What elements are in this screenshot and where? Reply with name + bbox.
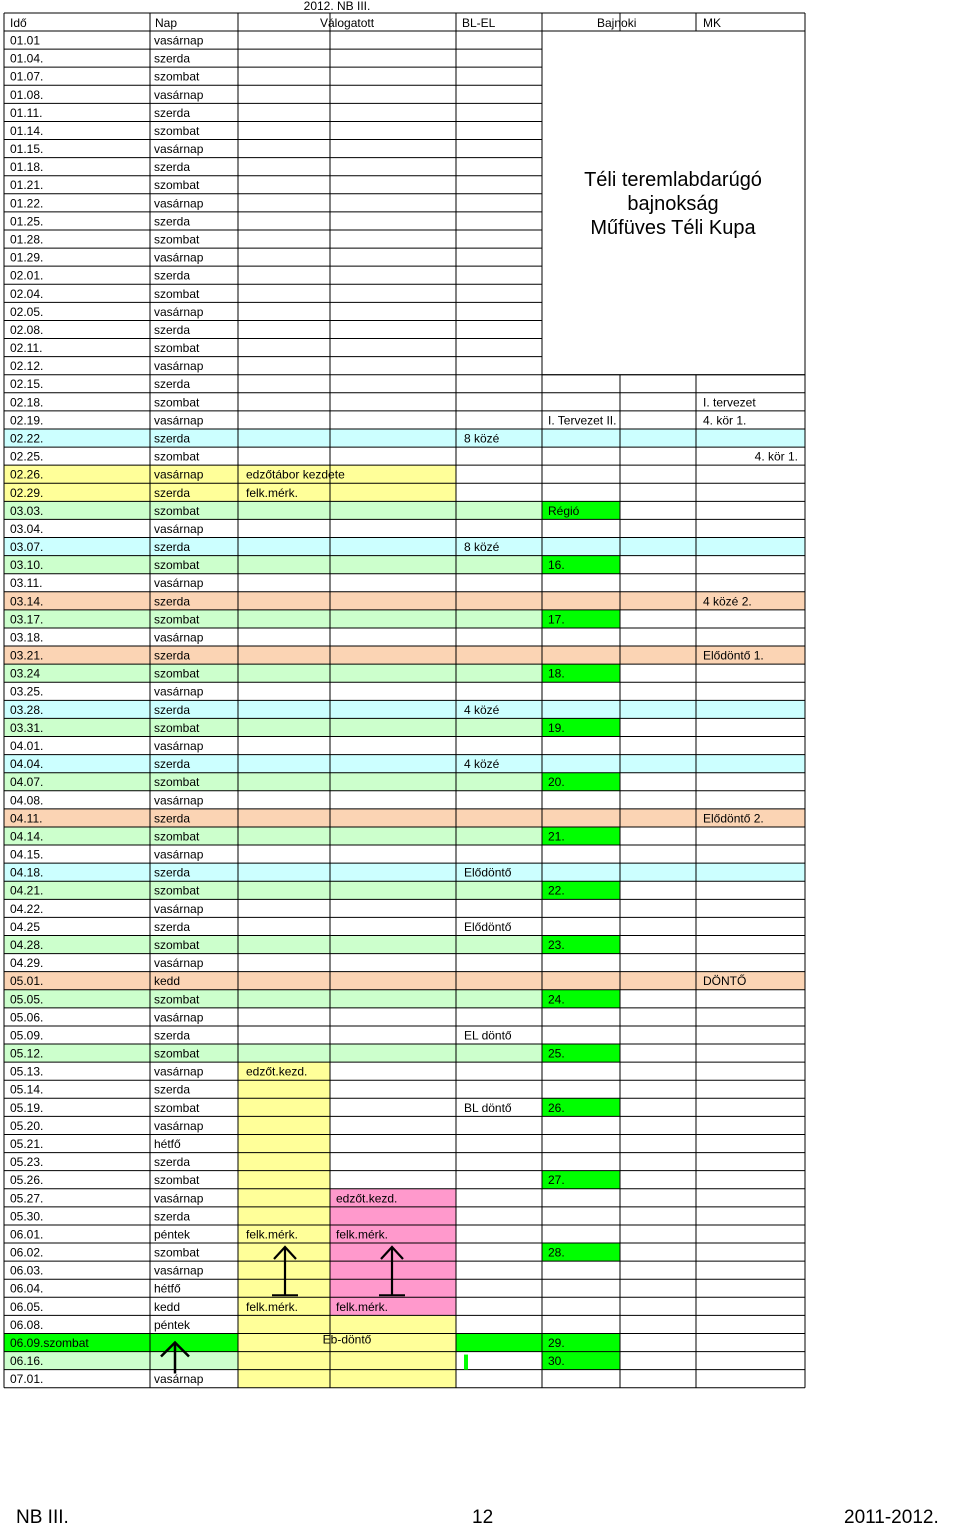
blel-cell: Elődöntő (464, 865, 512, 880)
day-cell: vasárnap (154, 1064, 204, 1079)
footer-season: 2011-2012. (844, 1507, 939, 1528)
day-cell: szombat (154, 1100, 200, 1115)
row-fill (4, 610, 542, 628)
blel-cell: EL döntő (464, 1028, 512, 1043)
date-cell: 03.11. (10, 576, 43, 591)
date-cell: 02.22. (10, 431, 44, 446)
mk-cell: 4. kör 1. (754, 449, 798, 464)
date-cell: 02.12. (10, 359, 44, 374)
date-cell: 05.05. (10, 992, 44, 1007)
date-cell: 05.27. (10, 1191, 44, 1206)
eb-final-label: Eb-döntő (322, 1332, 372, 1347)
date-cell: 06.09.szombat (10, 1335, 89, 1350)
row-fill (4, 1044, 542, 1062)
header-3: BL-EL (462, 16, 496, 30)
header-2: Válogatott (320, 16, 375, 30)
date-cell: 05.06. (10, 1010, 44, 1025)
bajnoki-cell: 22. (548, 883, 565, 898)
row-fill (4, 465, 456, 483)
bajnoki-cell: 27. (548, 1173, 565, 1188)
date-cell: 05.12. (10, 1046, 44, 1061)
day-cell: vasárnap (154, 739, 204, 754)
row-fill (4, 936, 542, 954)
date-cell: 02.01. (10, 268, 44, 283)
date-cell: 05.21. (10, 1136, 44, 1151)
day-cell: szombat (154, 503, 200, 518)
day-cell: hétfő (154, 1281, 181, 1296)
day-cell: szombat (154, 829, 200, 844)
date-cell: 04.01. (10, 739, 44, 754)
day-cell: vasárnap (154, 956, 204, 971)
date-cell: 05.20. (10, 1118, 44, 1133)
date-cell: 02.04. (10, 286, 44, 301)
day-cell: szombat (154, 395, 200, 410)
day-cell: szombat (154, 666, 200, 681)
date-cell: 02.29. (10, 485, 44, 500)
date-cell: 03.31. (10, 720, 44, 735)
row-fill (4, 646, 805, 664)
header-4: Bajnoki (597, 16, 637, 30)
day-cell: vasárnap (154, 250, 204, 265)
bajnoki-cell: 16. (548, 558, 565, 573)
valogatott-cell: edzőtábor kezdete (246, 467, 345, 482)
day-cell: vasárnap (154, 467, 204, 482)
day-cell: szerda (154, 51, 191, 66)
day-cell: szerda (154, 431, 191, 446)
date-cell: 01.29. (10, 250, 44, 265)
row-fill (4, 700, 805, 718)
date-cell: 02.25. (10, 449, 44, 464)
date-cell: 03.24 (10, 666, 41, 681)
day-cell: vasárnap (154, 142, 204, 157)
date-cell: 04.21. (10, 883, 44, 898)
bajnoki-cell: Régió (548, 503, 580, 518)
bajnoki-cell: 17. (548, 612, 565, 627)
mk-cell: Elődöntő 2. (703, 811, 764, 826)
day-cell: szombat (154, 341, 200, 356)
date-cell: 05.13. (10, 1064, 44, 1079)
day-cell: szerda (154, 214, 191, 229)
date-cell: 01.14. (10, 123, 44, 138)
day-cell: vasárnap (154, 1263, 204, 1278)
date-cell: 06.03. (10, 1263, 44, 1278)
date-cell: 04.25 (10, 919, 41, 934)
valogatott2-cell: edzőt.kezd. (336, 1191, 398, 1206)
day-cell: vasárnap (154, 196, 204, 211)
bajnoki-cell: 30. (548, 1354, 565, 1369)
date-cell: 05.19. (10, 1100, 44, 1115)
bajnoki-cell: 25. (548, 1046, 565, 1061)
day-cell: vasárnap (154, 304, 204, 319)
row-fill (4, 755, 805, 773)
date-cell: 05.01. (10, 974, 44, 989)
day-cell: szerda (154, 1028, 191, 1043)
date-cell: 06.01. (10, 1227, 44, 1242)
row-fill (4, 538, 805, 556)
date-cell: 02.19. (10, 413, 44, 428)
date-cell: 04.18. (10, 865, 44, 880)
mk-cell: I. tervezet (703, 395, 756, 410)
date-cell: 02.18. (10, 395, 44, 410)
header-0: Idő (10, 16, 27, 30)
date-cell: 06.05. (10, 1299, 44, 1314)
date-cell: 01.25. (10, 214, 44, 229)
row-fill (4, 809, 805, 827)
date-cell: 03.03. (10, 503, 44, 518)
date-cell: 05.26. (10, 1173, 44, 1188)
day-cell: szerda (154, 1082, 191, 1097)
day-cell: vasárnap (154, 576, 204, 591)
day-cell: szerda (154, 377, 191, 392)
day-cell: szerda (154, 105, 191, 120)
day-cell: szerda (154, 1209, 191, 1224)
day-cell: szombat (154, 720, 200, 735)
valogatott-cell: felk.mérk. (246, 1227, 299, 1242)
day-cell: péntek (154, 1317, 191, 1332)
blel-cell: 8 közé (464, 540, 500, 555)
date-cell: 06.16. (10, 1354, 44, 1369)
date-cell: 04.11. (10, 811, 43, 826)
day-cell: vasárnap (154, 684, 204, 699)
date-cell: 01.18. (10, 160, 44, 175)
day-cell: szerda (154, 919, 191, 934)
day-cell: vasárnap (154, 413, 204, 428)
blel-cell: BL döntő (464, 1100, 512, 1115)
date-cell: 04.29. (10, 956, 44, 971)
date-cell: 03.07. (10, 540, 44, 555)
date-cell: 02.26. (10, 467, 44, 482)
day-cell: szombat (154, 775, 200, 790)
day-cell: szerda (154, 1155, 191, 1170)
row-fill (4, 972, 805, 990)
day-cell: vasárnap (154, 33, 204, 48)
date-cell: 02.05. (10, 304, 44, 319)
day-cell: vasárnap (154, 901, 204, 916)
date-cell: 06.02. (10, 1245, 44, 1260)
bajnoki-cell: 29. (548, 1335, 565, 1350)
date-cell: 03.21. (10, 648, 44, 663)
day-cell: vasárnap (154, 1010, 204, 1025)
day-cell: szerda (154, 702, 191, 717)
day-cell: szerda (154, 648, 191, 663)
row-fill (4, 881, 542, 899)
date-cell: 01.22. (10, 196, 44, 211)
header-5: MK (703, 16, 721, 30)
day-cell: szombat (154, 123, 200, 138)
valogatott-cell: edzőt.kezd. (246, 1064, 308, 1079)
date-cell: 06.08. (10, 1317, 44, 1332)
blel-cell: 4 közé (464, 702, 500, 717)
row-fill (4, 592, 805, 610)
day-cell: vasárnap (154, 630, 204, 645)
day-cell: szerda (154, 811, 191, 826)
date-cell: 03.14. (10, 594, 44, 609)
mk-cell: 4. kör 1. (703, 413, 747, 428)
date-cell: 03.18. (10, 630, 44, 645)
day-cell: szombat (154, 178, 200, 193)
bajnoki-cell: 21. (548, 829, 565, 844)
row-fill (4, 429, 805, 447)
date-cell: 03.28. (10, 702, 44, 717)
bajnoki-cell: 23. (548, 938, 565, 952)
mk-cell: 4 közé 2. (703, 594, 752, 609)
bajnoki-cell: 18. (548, 666, 565, 681)
bajnoki-cell: 28. (548, 1245, 565, 1260)
mk-cell: Elődöntő 1. (703, 648, 764, 663)
day-cell: vasárnap (154, 87, 204, 102)
blel-cell: 4 közé (464, 757, 500, 772)
row-fill (4, 483, 456, 501)
valogatott-cell: felk.mérk. (246, 485, 299, 500)
day-cell: szerda (154, 322, 191, 337)
valogatott-cell: felk.mérk. (246, 1299, 299, 1314)
row-fill (4, 664, 542, 682)
day-cell: szombat (154, 883, 200, 898)
date-cell: 01.15. (10, 142, 44, 157)
day-cell: szombat (154, 286, 200, 301)
row-fill (4, 556, 542, 574)
row-fill (4, 718, 542, 736)
day-cell: szerda (154, 485, 191, 500)
merged-note-line-0: Téli teremlabdarúgó (584, 169, 762, 191)
date-cell: 05.09. (10, 1028, 44, 1043)
date-cell: 03.04. (10, 521, 44, 536)
day-cell: szerda (154, 865, 191, 880)
date-cell: 02.11. (10, 341, 43, 356)
date-cell: 04.07. (10, 775, 44, 790)
date-cell: 06.04. (10, 1281, 44, 1296)
row-fill (4, 827, 542, 845)
valogatott2-cell: felk.mérk. (336, 1227, 389, 1242)
day-cell: szombat (154, 992, 200, 1007)
date-cell: 02.08. (10, 322, 44, 337)
day-cell: vasárnap (154, 1191, 204, 1206)
date-cell: 05.14. (10, 1082, 44, 1097)
day-cell: vasárnap (154, 521, 204, 536)
blel-cell: Elődöntő (464, 919, 512, 934)
date-cell: 04.15. (10, 847, 44, 862)
date-cell: 01.11. (10, 105, 43, 120)
day-cell: vasárnap (154, 359, 204, 374)
footer-page-number: 12 (472, 1507, 494, 1528)
sheet-title: 2012. NB III. (303, 0, 371, 13)
date-cell: 04.14. (10, 829, 44, 844)
header-1: Nap (155, 16, 178, 30)
merged-note-line-2: Műfüves Téli Kupa (590, 217, 756, 239)
bajnoki-cell: 26. (548, 1100, 565, 1115)
date-cell: 03.10. (10, 558, 44, 573)
date-cell: 01.04. (10, 51, 44, 66)
date-cell: 01.08. (10, 87, 44, 102)
date-cell: 01.28. (10, 232, 44, 247)
bajnoki-cell: 19. (548, 720, 565, 735)
day-cell: szombat (154, 1046, 200, 1061)
day-cell: szerda (154, 594, 191, 609)
green-marker (464, 1355, 468, 1370)
day-cell: szerda (154, 268, 191, 283)
day-cell: péntek (154, 1227, 191, 1242)
day-cell: hétfő (154, 1136, 181, 1151)
date-cell: 04.22. (10, 901, 44, 916)
day-cell: szombat (154, 938, 200, 952)
day-cell: szerda (154, 160, 191, 175)
day-cell: szombat (154, 449, 200, 464)
bajnoki-cell: 24. (548, 992, 565, 1007)
row-fill (4, 990, 542, 1008)
day-cell: szerda (154, 757, 191, 772)
date-cell: 07.01. (10, 1372, 44, 1387)
date-cell: 05.23. (10, 1155, 44, 1170)
row-fill (4, 863, 805, 881)
day-cell: szombat (154, 1245, 200, 1260)
bajnoki-cell: I. Tervezet II. (548, 413, 617, 428)
day-cell: kedd (154, 974, 181, 989)
row-fill (4, 773, 542, 791)
mk-cell: DÖNTŐ (703, 974, 747, 989)
blel-cell: 8 közé (464, 431, 500, 446)
merged-note-line-1: bajnokság (627, 193, 719, 215)
day-cell: szombat (154, 232, 200, 247)
date-cell: 03.17. (10, 612, 44, 627)
bajnoki-cell: 20. (548, 775, 565, 790)
date-cell: 04.04. (10, 757, 44, 772)
row-fill (4, 501, 542, 519)
day-cell: kedd (154, 1299, 181, 1314)
day-cell: vasárnap (154, 793, 204, 808)
day-cell: szerda (154, 540, 191, 555)
day-cell: szombat (154, 69, 200, 84)
date-cell: 01.01 (10, 33, 41, 48)
date-cell: 02.15. (10, 377, 44, 392)
date-cell: 04.28. (10, 938, 44, 952)
footer-left: NB III. (16, 1507, 69, 1528)
date-cell: 01.07. (10, 69, 44, 84)
day-cell: szombat (154, 558, 200, 573)
valogatott2-cell: felk.mérk. (336, 1299, 389, 1314)
day-cell: vasárnap (154, 847, 204, 862)
date-cell: 04.08. (10, 793, 44, 808)
day-cell: vasárnap (154, 1118, 204, 1133)
day-cell: szombat (154, 612, 200, 627)
day-cell: vasárnap (154, 1372, 204, 1387)
date-cell: 05.30. (10, 1209, 44, 1224)
date-cell: 03.25. (10, 684, 44, 699)
date-cell: 01.21. (10, 178, 44, 193)
day-cell: szombat (154, 1173, 200, 1188)
